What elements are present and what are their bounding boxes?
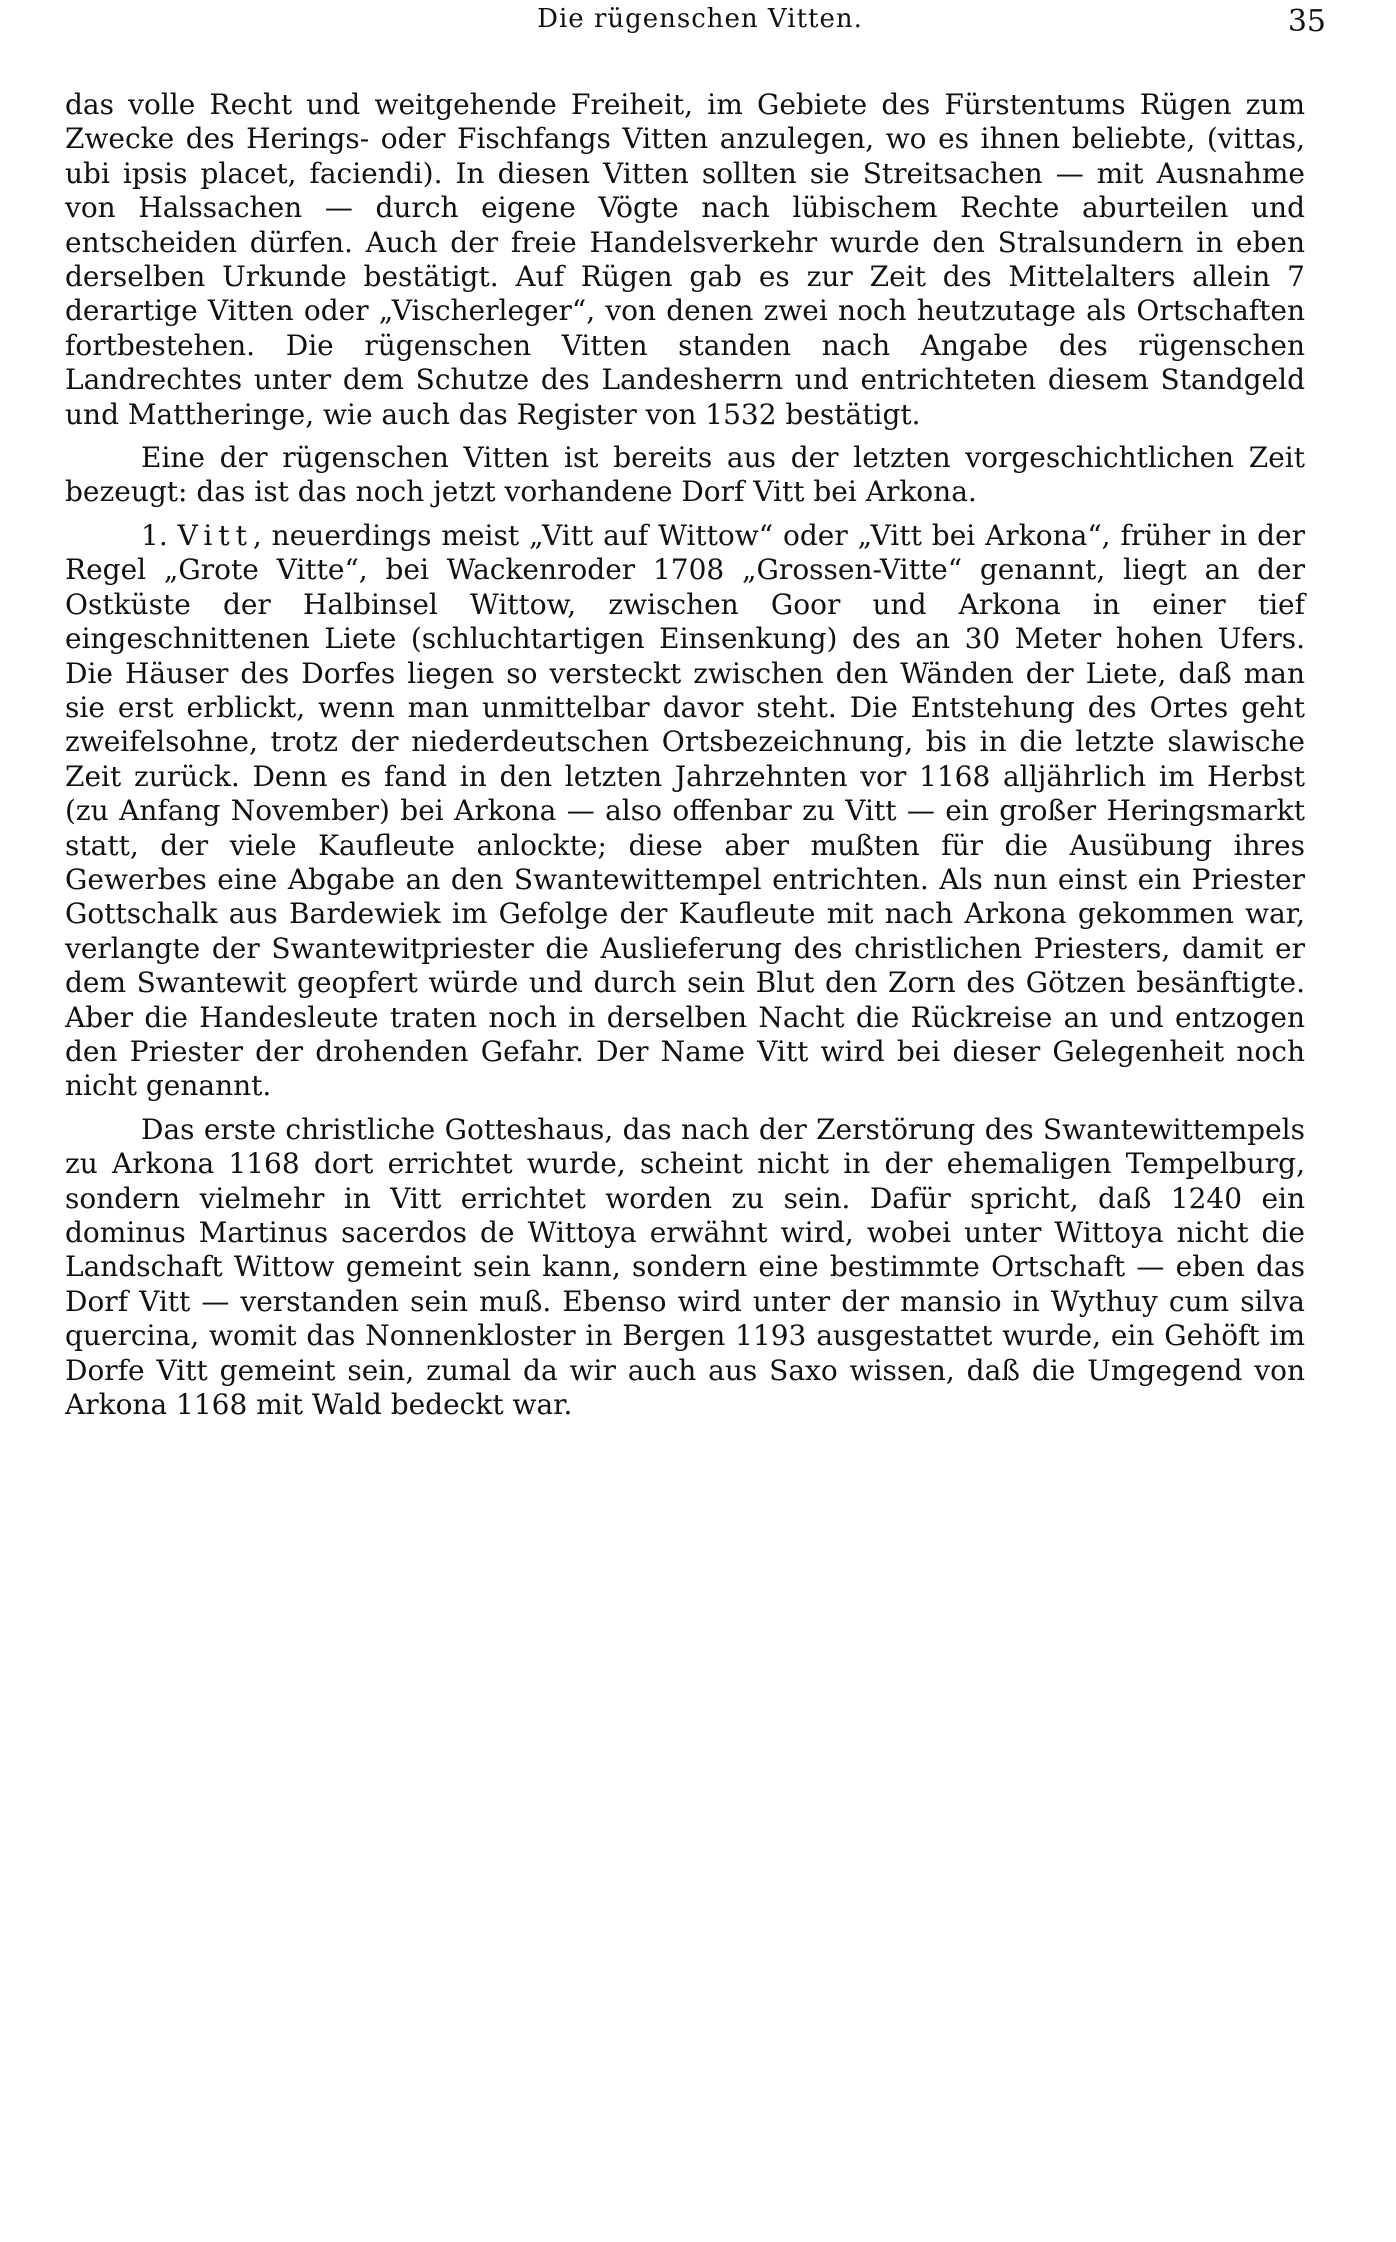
page-number: 35 (1287, 4, 1326, 39)
running-head (0, 4, 1396, 44)
running-title: Die rügenschen Vitten. (537, 4, 863, 34)
body-text (65, 88, 1305, 1431)
paragraph-2: Eine der rügenschen Vitten ist bereits aus der letzten vorgeschichtlichen Zeit bezeugt: das ist das noch jetzt vorhandene Dorf Vitt bei Arkona. (65, 441, 1305, 509)
paragraph-3-text: , neuerdings meist „Vitt auf Wittow“ oder „Vitt bei Arkona“, früher in der Regel „Grote Vitte“, bei Wackenroder 1708 „Grossen-Vitte“ genannt, liegt an der Ostküste der Halbinsel Wittow, zwischen Goor und Arkona in einer tief eingeschnittenen Liete (schluchtartigen Einsenkung) des an 30 Meter hohen Ufers. Die Häuser des Dorfes liegen so versteckt zwischen den Wänden der Liete, daß man sie erst erblickt, wenn man unmittelbar davor steht. Die Entstehung des Ortes geht zweifelsohne, trotz der niederdeutschen Ortsbezeichnung, bis in die letzte slawische Zeit zurück. Denn es fand in den letzten Jahrzehnten vor 1168 alljährlich im Herbst (zu Anfang November) bei Arkona — also offenbar zu Vitt — ein großer Heringsmarkt statt, der viele Kaufleute anlockte; diese aber mußten für die Ausübung ihres Gewerbes eine Abgabe an den Swantewittempel entrichten. Als nun einst ein Priester Gottschalk aus Bardewiek im Gefolge der Kaufleute mit nach Arkona gekommen war, verlangte der Swantewitpriester die Auslieferung des christlichen Priesters, damit er dem Swantewit geopfert würde und durch sein Blut den Zorn des Götzen besänftigte. Aber die Handesleute traten noch in derselben Nacht die Rückreise an und entzogen den Priester der drohenden Gefahr. Der Name Vitt wird bei dieser Gelegenheit noch nicht genannt. (65, 518, 1305, 1103)
paragraph-3-keyword: Vitt (177, 518, 253, 552)
paragraph-1: das volle Recht und weitgehende Freiheit, im Gebiete des Fürstentums Rügen zum Zwecke des Herings- oder Fischfangs Vitten anzulegen, wo es ihnen beliebte, (vittas, ubi ipsis placet, faciendi). In diesen Vitten sollten sie Streitsachen — mit Ausnahme von Halssachen — durch eigene Vögte nach lübischem Rechte aburteilen und entscheiden dürfen. Auch der freie Handelsverkehr wurde den Stralsundern in eben derselben Urkunde bestätigt. Auf Rügen gab es zur Zeit des Mittelalters allein 7 derartige Vitten oder „Vischerleger“, von denen zwei noch heutzutage als Ortschaften fortbestehen. Die rügenschen Vitten standen nach Angabe des rügenschen Landrechtes unter dem Schutze des Landesherrn und entrichteten diesem Standgeld und Mattheringe, wie auch das Register von 1532 bestätigt. (65, 88, 1305, 431)
paragraph-4: Das erste christliche Gotteshaus, das nach der Zerstörung des Swantewittempels zu Arkona 1168 dort errichtet wurde, scheint nicht in der ehemaligen Tempelburg, sondern vielmehr in Vitt errichtet worden zu sein. Dafür spricht, daß 1240 ein dominus Martinus sacerdos de Wittoya erwähnt wird, wobei unter Wittoya nicht die Landschaft Wittow gemeint sein kann, sondern eine bestimmte Ortschaft — eben das Dorf Vitt — verstanden sein muß. Ebenso wird unter der mansio in Wythuy cum silva quercina, womit das Nonnenkloster in Bergen 1193 ausgestattet wurde, ein Gehöft im Dorfe Vitt gemeint sein, zumal da wir auch aus Saxo wissen, daß die Umgegend von Arkona 1168 mit Wald bedeckt war. (65, 1112, 1305, 1422)
paragraph-3 (65, 519, 1305, 1104)
paragraph-3-number: 1. (141, 518, 178, 552)
